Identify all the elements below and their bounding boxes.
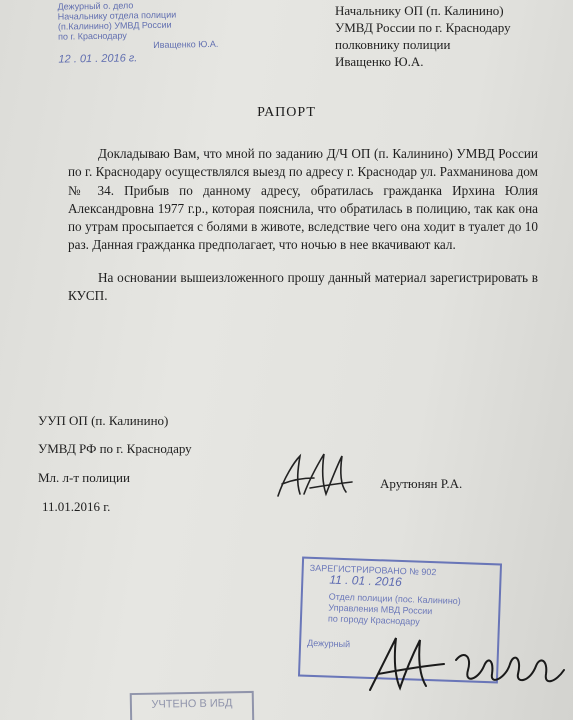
- addressee-line4: Иващенко Ю.А.: [335, 54, 424, 69]
- corner-stamp-line4: по г. Краснодару: [57, 30, 127, 42]
- reg-stamp-org2: Управления МВД России: [328, 602, 433, 617]
- report-paragraph-2: На основании вышеизложенного прошу данный материал зарегистрировать в КУСП.: [68, 269, 538, 304]
- report-paragraph-1: Докладываю Вам, что мной по заданию Д/Ч ОП (п. Калинино) УМВД России по г. Краснодару осуществлялся выезд по адресу г. Краснодар ул. Рахманинова дом № 34. Прибыв по данному адресу, обратилась гражданка Ирхина Юлия Александровна 1977 г.р., которая пояснила, что обратилась в полицию, так как она по утрам просыпается с болями в животе, вследствие чего она ходит в туалет до 10 раз. Данная гражданка предполагает, что ночью в нее вкачивают кал.: [68, 146, 538, 253]
- addressee-line2: УМВД России по г. Краснодару: [335, 20, 511, 35]
- addressee-line1: Начальнику ОП (п. Калинино): [335, 3, 504, 18]
- signature-date: 11.01.2016 г.: [42, 499, 111, 514]
- corner-stamp-date: 12 . 01 . 2016 г.: [58, 52, 138, 66]
- reg-stamp-date: 11 . 01 . 2016: [329, 572, 403, 590]
- corner-stamp-line3: (п.Калинино) УМВД России: [57, 19, 172, 32]
- registration-signature: [360, 630, 570, 700]
- document-title: РАПОРТ: [257, 105, 316, 120]
- signature-department: УМВД РФ по г. Краснодару: [38, 441, 192, 456]
- signature-unit: УУП ОП (п. Калинино): [38, 413, 169, 428]
- reg-stamp-label: ЗАРЕГИСТРИРОВАНО № 902: [309, 562, 437, 578]
- reg-stamp-org3: по городу Краснодару: [327, 613, 420, 627]
- addressee-block: [335, 2, 565, 70]
- bottom-stamp: УЧТЕНО В ИБД: [130, 691, 255, 720]
- corner-stamp-line2: Начальнику отдела полиции: [57, 9, 177, 22]
- corner-stamp-line5: Иващенко Ю.А.: [153, 38, 219, 50]
- corner-stamp-line1: Дежурный о. дело: [57, 0, 134, 12]
- report-body: [68, 145, 538, 305]
- signature-rank: Мл. л-т полиции: [38, 470, 130, 485]
- reg-stamp-duty: Дежурный: [306, 637, 351, 650]
- signature-name: Арутюнян Р.А.: [380, 476, 463, 491]
- addressee-line3: полковнику полиции: [335, 37, 451, 52]
- corner-resolution-stamp: [57, 0, 248, 64]
- handwritten-signature: [270, 448, 360, 508]
- reg-stamp-org1: Отдел полиции (пос. Калинино): [328, 591, 461, 607]
